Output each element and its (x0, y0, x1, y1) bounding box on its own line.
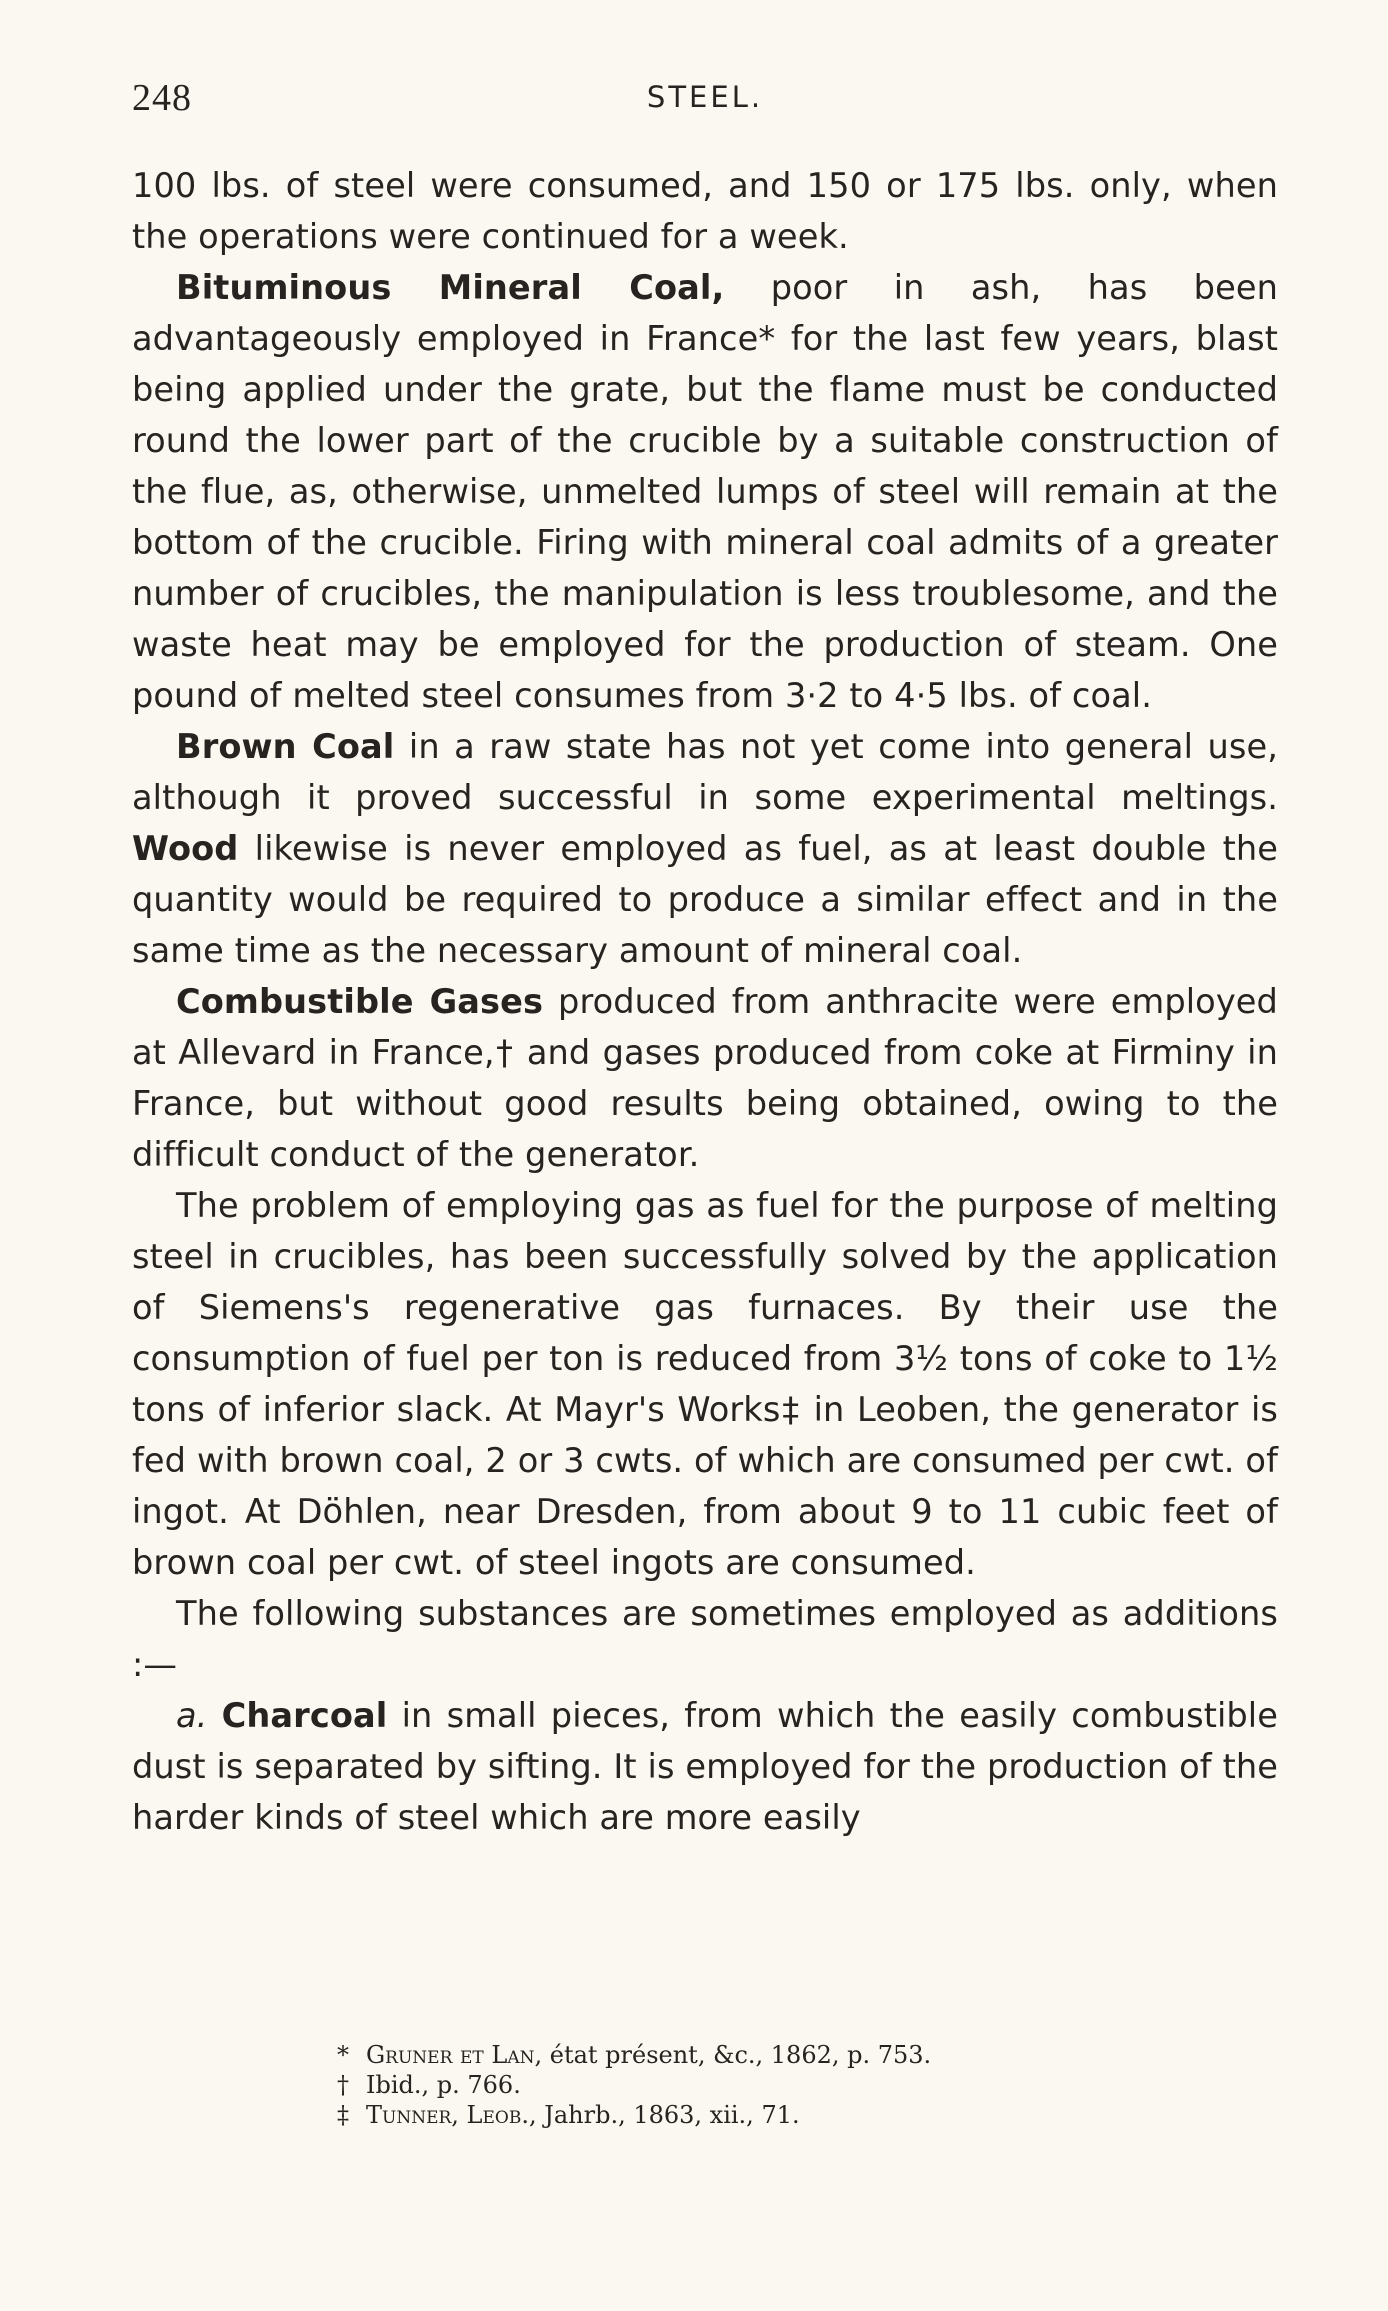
paragraph-text: produced from anthracite were employed at Allevard in France,† and gases produced from coke at Firminy in France, but without good results being obtained, owing to the difficult conduct of the generator. (132, 982, 1278, 1174)
page-number: 248 (132, 77, 192, 119)
running-title: STEEL. (646, 80, 764, 114)
lead-term-combustible-gases: Combustible Gases (176, 982, 544, 1021)
footnote-3 (334, 2100, 1194, 2130)
paragraph-charcoal (132, 1690, 1278, 1843)
paragraph-text: 100 lbs. of steel were consumed, and 150 or 175 lbs. only, when the operations were continued for a week. (132, 166, 1278, 256)
paragraph-bituminous-coal (132, 262, 1278, 721)
lead-term-brown-coal: Brown Coal (176, 727, 395, 766)
paragraph-text: in a raw state has not yet come into general use, although it proved successful in some experimental meltings. (132, 727, 1279, 817)
footnote-author: Tunner, Leob., (366, 2101, 537, 2129)
paragraph-text: The following substances are sometimes employed as additions :— (132, 1594, 1278, 1684)
footnote-mark: † (337, 2071, 349, 2099)
paragraph-text: likewise is never employed as fuel, as at least double the quantity would be required to produce a similar effect and in the same time as the necessary amount of mineral coal. (132, 829, 1278, 970)
lead-term-wood: Wood (132, 829, 239, 868)
footnote-citation: Jahrb., 1863, xii., 71. (536, 2101, 800, 2129)
body-text (132, 160, 1278, 1843)
footnote-text (366, 2070, 521, 2100)
footnotes (334, 2040, 1194, 2130)
paragraph-siemens-gas-furnaces (132, 1180, 1278, 1588)
footnote-1 (334, 2040, 1194, 2070)
paragraph-additions-intro (132, 1588, 1278, 1690)
footnote-citation: état présent, &c., 1862, p. 753. (542, 2041, 932, 2069)
paragraph-combustible-gases (132, 976, 1278, 1180)
footnote-text (366, 2100, 800, 2130)
footnote-mark: ‡ (337, 2101, 349, 2129)
footnote-author: Gruner et Lan, (366, 2041, 543, 2069)
footnote-text (366, 2040, 931, 2070)
footnote-citation: Ibid., p. 766. (366, 2071, 521, 2099)
paragraph-brown-coal (132, 721, 1278, 976)
paragraph-text: in small pieces, from which the easily combustible dust is separated by sifting. It is employed for the production of the harder kinds of steel which are more easily (132, 1696, 1278, 1837)
footnote-2 (334, 2070, 1194, 2100)
running-head (132, 76, 1278, 136)
lead-term-bituminous-mineral-coal: Bituminous Mineral Coal, (176, 268, 725, 307)
paragraph-text: The problem of employing gas as fuel for the purpose of melting steel in crucibles, has been successfully solved by the application of Siemens's regenerative gas furnaces. By their use the consumption of fuel per ton is reduced from 3½ tons of coke to 1½ tons of inferior slack. At Mayr's Works‡ in Leoben, the generator is fed with brown coal, 2 or 3 cwts. of which are consumed per cwt. of ingot. At Döhlen, near Dresden, from about 9 to 11 cubic feet of brown coal per cwt. of steel ingots are consumed. (132, 1186, 1278, 1582)
list-label: a. (176, 1696, 208, 1735)
footnote-mark: * (337, 2041, 349, 2069)
lead-term-charcoal: Charcoal (221, 1696, 388, 1735)
paragraph-steel-consumption (132, 160, 1278, 262)
paragraph-text: poor in ash, has been advantageously employed in France* for the last few years, blast being applied under the grate, but the flame must be conducted round the lower part of the crucible by a suitable construction of the flue, as, otherwise, unmelted lumps of steel will remain at the bottom of the crucible. Firing with mineral coal admits of a greater number of crucibles, the manipulation is less troublesome, and the waste heat may be employed for the production of steam. One pound of melted steel consumes from 3·2 to 4·5 lbs. of coal. (132, 268, 1278, 715)
